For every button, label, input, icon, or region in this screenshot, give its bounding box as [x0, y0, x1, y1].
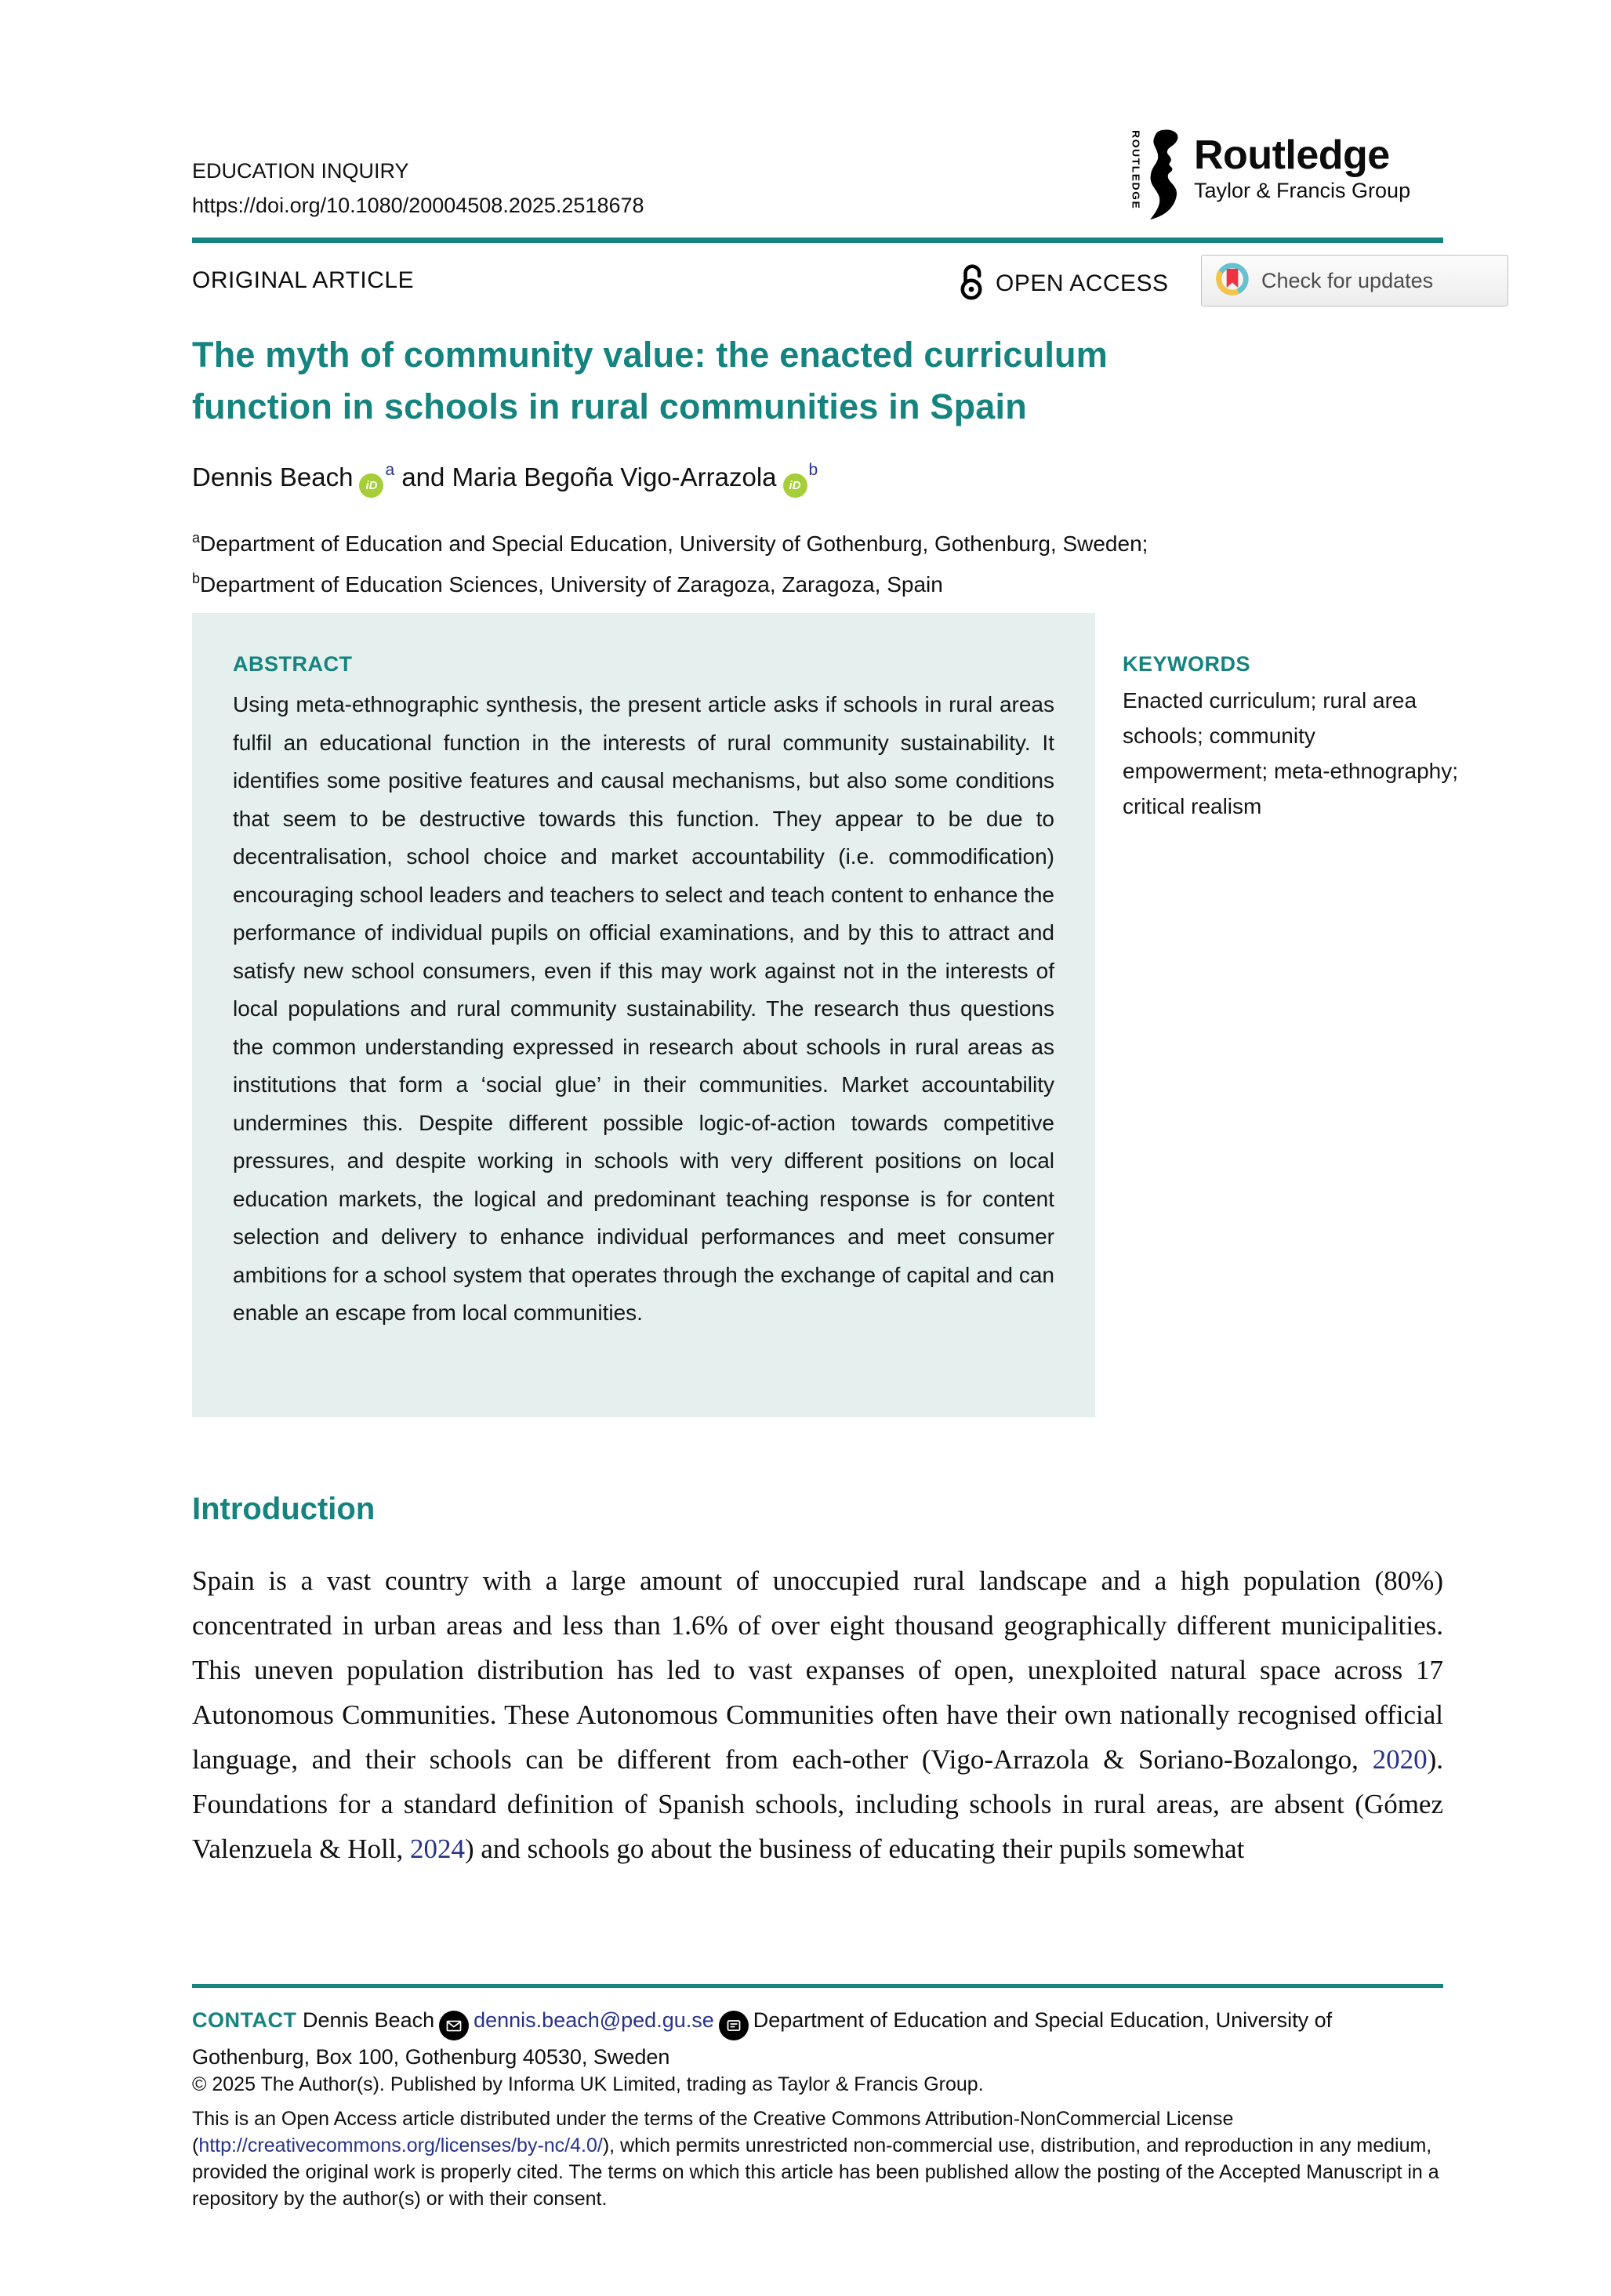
affiliation-1	[192, 520, 1148, 561]
contact-label: CONTACT	[192, 2008, 297, 2032]
open-access-lock-icon	[958, 262, 986, 305]
intro-text-3: ) and schools go about the business of educating their pupils somewhat	[464, 1834, 1245, 1864]
orcid-icon[interactable]: iD	[783, 473, 807, 498]
abstract-heading: ABSTRACT	[233, 652, 353, 676]
affiliation-2-sup: b	[192, 571, 201, 586]
keywords-heading: KEYWORDS	[1123, 652, 1251, 676]
header-divider-rule	[192, 238, 1443, 243]
orcid-icon[interactable]: iD	[359, 473, 383, 498]
license-text-2: ), which permits unrestricted non-commercial use, distribution, and reproduction in any medium, provided the original work is properly cited. The terms on which this article has been published allow the posting of the Accepted Manuscript in a repository by the author(s) or with their consent.	[192, 2135, 1439, 2210]
citation-link-2024[interactable]: 2024	[409, 1834, 465, 1864]
intro-text-2: ). Foundations for a standard definition of Spanish schools, including schools in rural areas, are absent (Gómez Valenzuela & Holl,	[192, 1744, 1443, 1864]
author-line	[192, 461, 818, 498]
check-for-updates-button[interactable]	[1201, 255, 1508, 306]
keywords-text: Enacted curriculum; rural area schools; community empowerment; meta-ethnography; critical realism	[1123, 688, 1458, 818]
license-link[interactable]: http://creativecommons.org/licenses/by-nc/4.0/	[198, 2135, 603, 2156]
affiliations	[192, 520, 1148, 602]
citation-link-2020[interactable]: 2020	[1372, 1744, 1428, 1775]
open-access-group	[958, 262, 1169, 305]
contact-address: Department of Education and Special Education, University of Gothenburg, Box 100, Gothenburg 40530, Sweden	[192, 2008, 1333, 2069]
affiliation-1-sup: a	[192, 530, 201, 546]
publisher-group: Taylor & Francis Group	[1194, 179, 1411, 202]
publisher-imprint: Routledge	[1194, 132, 1390, 178]
article-title: The myth of community value: the enacted curriculum function in schools in rural communities in Spain	[192, 335, 1108, 426]
open-access-label: OPEN ACCESS	[996, 270, 1169, 296]
author-2-name: Maria Begoña Vigo-Arrazola	[452, 462, 777, 491]
crossmark-icon	[1214, 261, 1250, 301]
keywords-block	[1123, 652, 1458, 824]
author-joiner: and	[394, 462, 452, 491]
intro-text-1: Spain is a vast country with a large amount of unoccupied rural landscape and a high population (80%) concentrated in urban areas and less than 1.6% of over eight thousand geographically different municipalities. This uneven population distribution has led to vast expanses of open, unexploited natural space across 17 Autonomous Communities. These Autonomous Communities often have their own nationally recognised official language, and their schools can be different from each-other (Vigo-Arrazola & Soriano-Bozalongo,	[192, 1565, 1443, 1775]
affiliation-2-text: Department of Education Sciences, University of Zaragoza, Zaragoza, Spain	[200, 572, 943, 597]
address-icon	[719, 2011, 749, 2040]
email-icon	[439, 2011, 469, 2040]
contact-block	[192, 2004, 1446, 2073]
affiliation-2	[192, 561, 1148, 602]
affiliation-1-text: Department of Education and Special Education, University of Gothenburg, Gothenburg, Sweden;	[200, 531, 1148, 556]
copyright-line: © 2025 The Author(s). Published by Informa UK Limited, trading as Taylor & Francis Group.	[192, 2073, 984, 2095]
license-text-1: This is an Open Access article distributed under the terms of the Creative Commons Attribution-NonCommercial License (	[192, 2108, 1234, 2156]
check-for-updates-label: Check for updates	[1261, 268, 1434, 292]
author-1-affiliation-sup: a	[385, 461, 395, 479]
footnote-divider-rule	[192, 1984, 1443, 1988]
publisher-logo	[1130, 129, 1410, 225]
contact-name: Dennis Beach	[303, 2008, 435, 2032]
license-paragraph	[192, 2106, 1446, 2212]
contact-email-link[interactable]: dennis.beach@ped.gu.se	[474, 2008, 714, 2032]
routledge-vertical-wordmark: ROUTLEDGE	[1130, 130, 1142, 210]
introduction-heading: Introduction	[192, 1492, 376, 1526]
doi-link[interactable]: https://doi.org/10.1080/20004508.2025.2518678	[192, 194, 644, 217]
abstract-box	[192, 613, 1095, 1417]
journal-title: EDUCATION INQUIRY	[192, 159, 409, 183]
abstract-text: Using meta-ethnographic synthesis, the present article asks if schools in rural areas fulfil an educational function in the interests of rural community sustainability. It identifies some positive features and causal mechanisms, but also some conditions that seem to be destructive towards this function. They appear to be due to decentralisation, school choice and market accountability (i.e. commodification) encouraging school leaders and teachers to select and teach content to enhance the performance of individual pupils on official examinations, and by this to attract and satisfy new school consumers, even if this may work against not in the interests of local populations and rural community sustainability. The research thus questions the common understanding expressed in research about schools in rural areas as institutions that form a ‘social glue’ in their communities. Market accountability undermines this. Despite different possible logic-of-action towards competitive pressures, and despite working in schools with very different positions on local education markets, the logical and predominant teaching response is for content selection and delivery to enhance individual performances and meet consumer ambitions for a school system that operates through the exchange of capital and can enable an escape from local communities.	[233, 692, 1054, 1325]
routledge-logo-icon	[1144, 129, 1189, 225]
journal-header	[192, 154, 644, 223]
author-1-name: Dennis Beach	[192, 462, 354, 491]
publisher-wordmark	[1194, 129, 1410, 204]
author-2-affiliation-sup: b	[808, 461, 818, 479]
article-type-label: ORIGINAL ARTICLE	[192, 267, 415, 293]
introduction-paragraph	[192, 1558, 1443, 1871]
